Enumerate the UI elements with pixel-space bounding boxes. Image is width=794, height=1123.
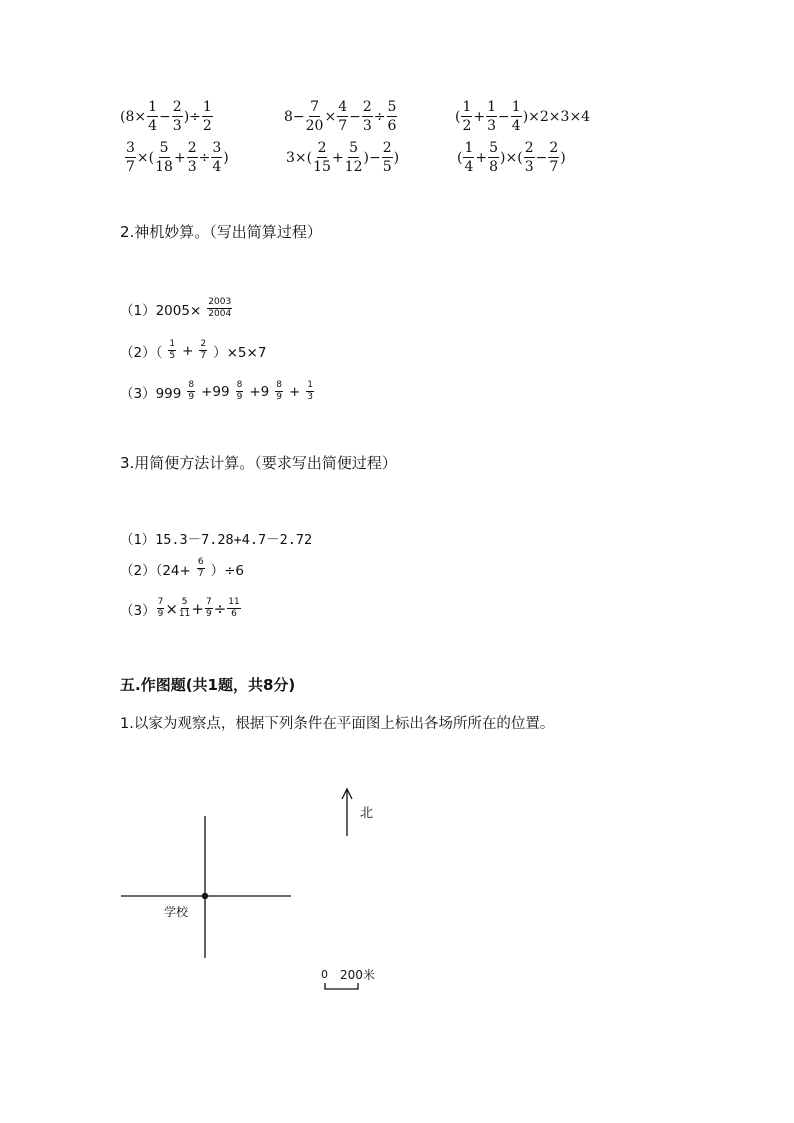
scale-zero-label: 0 xyxy=(321,968,328,981)
expr-text: ÷ xyxy=(373,108,386,125)
expr-text: 8− xyxy=(284,108,305,125)
question-text: × xyxy=(165,599,178,618)
question-text: ）÷6 xyxy=(210,562,244,579)
expr-text: )×2×3×4 xyxy=(522,108,591,125)
fraction: $\frac{1}{2}$ xyxy=(202,99,212,134)
section-5-title: 五.作图题(共1题，共8分) xyxy=(120,676,296,694)
fraction: 8 9 xyxy=(236,380,243,402)
expr-text: ) xyxy=(223,149,229,166)
fraction: 2 15 xyxy=(313,140,331,175)
fraction: $\frac{7}{9}$ xyxy=(205,597,212,619)
question-text: （2）（ xyxy=(120,344,163,361)
fraction: $\frac{5}{6}$ xyxy=(387,99,397,134)
fraction: $\frac{7}{20}$ xyxy=(305,99,324,134)
section-3-question-1: （1）15.3－7.28+4.7－2.72 xyxy=(120,532,313,548)
question-text: ）×5×7 xyxy=(213,344,267,361)
expr-text: )÷ xyxy=(183,108,201,125)
expr-text: ) xyxy=(393,149,400,166)
question-text: （2）（24+ xyxy=(120,562,191,579)
fraction: $\frac{2}{3}$ xyxy=(172,99,182,134)
question-text: ÷ xyxy=(213,599,227,618)
fraction: $\frac{7}{9}$ xyxy=(157,597,164,619)
fraction: $\frac{3}{4}$ xyxy=(212,140,222,175)
fraction: $\frac{5}{11}$ xyxy=(178,597,191,619)
expr-text: + xyxy=(475,149,488,166)
fraction: $\frac{6}{7}$ xyxy=(197,557,204,579)
question-text: （3）999 xyxy=(120,385,182,402)
expr-text: − xyxy=(159,108,171,125)
expr-text: × xyxy=(324,108,337,125)
fraction: $\frac{2}{7}$ xyxy=(200,339,207,361)
fraction: $\frac{4}{7}$ xyxy=(338,99,348,134)
section-3-title: 3.用简便方法计算。（要求写出简便过程） xyxy=(120,454,397,472)
scale-bar xyxy=(325,983,358,989)
expr-text: − xyxy=(498,108,510,125)
north-arrow-icon xyxy=(342,789,352,836)
expr-text: )×( xyxy=(500,149,523,166)
fraction: $\frac{1}{3}$ xyxy=(487,99,497,134)
fraction: $\frac{1}{4}$ xyxy=(148,99,158,134)
expr-text: ( xyxy=(457,149,463,166)
question-text: + xyxy=(191,599,204,618)
fraction: $\frac{2}{5}$ xyxy=(382,140,392,175)
expr-text: ÷ xyxy=(198,149,211,166)
fraction: 8 9 xyxy=(188,380,195,402)
expr-text: ×( xyxy=(136,149,155,166)
expr-text: + xyxy=(473,108,486,125)
fraction: $\frac{5}{8}$ xyxy=(489,140,499,175)
expr-text: + xyxy=(173,149,186,166)
fraction: $\frac{5}{12}$ xyxy=(344,140,363,175)
fraction: 5 18 xyxy=(155,140,173,175)
scale-distance-label: 200米 xyxy=(340,968,375,982)
question-text: + xyxy=(288,383,301,400)
fraction: $\frac{2}{3}$ xyxy=(187,140,197,175)
fraction: $\frac{3}{7}$ xyxy=(126,140,135,175)
fraction: $\frac{2}{3}$ xyxy=(362,99,372,134)
fraction: 2 3 xyxy=(524,140,534,175)
school-point xyxy=(202,893,208,899)
question-text: +99 xyxy=(201,383,230,400)
expr-text: − xyxy=(349,108,361,125)
fraction: 8 9 xyxy=(276,380,282,402)
question-text: +9 xyxy=(249,383,270,400)
expr-text: + xyxy=(331,149,344,166)
fraction: 1 5 xyxy=(169,339,176,361)
expr-text: 3×( xyxy=(286,149,313,166)
question-text: （1）2005× xyxy=(120,302,202,319)
fraction: $\frac{1}{3}$ xyxy=(307,380,314,402)
expr-text: − xyxy=(535,149,548,166)
section-2-title: 2.神机妙算。（写出简算过程） xyxy=(120,223,322,241)
fraction: $\frac{11}{6}$ xyxy=(228,597,240,619)
question-text: + xyxy=(182,342,194,359)
north-label: 北 xyxy=(360,806,374,821)
expr-text: ( xyxy=(455,108,461,125)
expr-text: ) xyxy=(560,149,566,166)
school-label: 学校 xyxy=(164,905,189,919)
fraction: $\frac{2}{7}$ xyxy=(549,140,559,175)
fraction: 1 4 xyxy=(464,140,474,175)
question-text: （3） xyxy=(120,602,156,619)
fraction: $\frac{2003}{2004}$ xyxy=(208,297,232,319)
fraction: 1 2 xyxy=(462,99,472,134)
expr-text: (8× xyxy=(120,108,147,125)
expr-text: )− xyxy=(363,149,381,166)
section-5-question: 1.以家为观察点，根据下列条件在平面图上标出各场所所在的位置。 xyxy=(120,716,555,732)
fraction: $\frac{1}{4}$ xyxy=(511,99,521,134)
